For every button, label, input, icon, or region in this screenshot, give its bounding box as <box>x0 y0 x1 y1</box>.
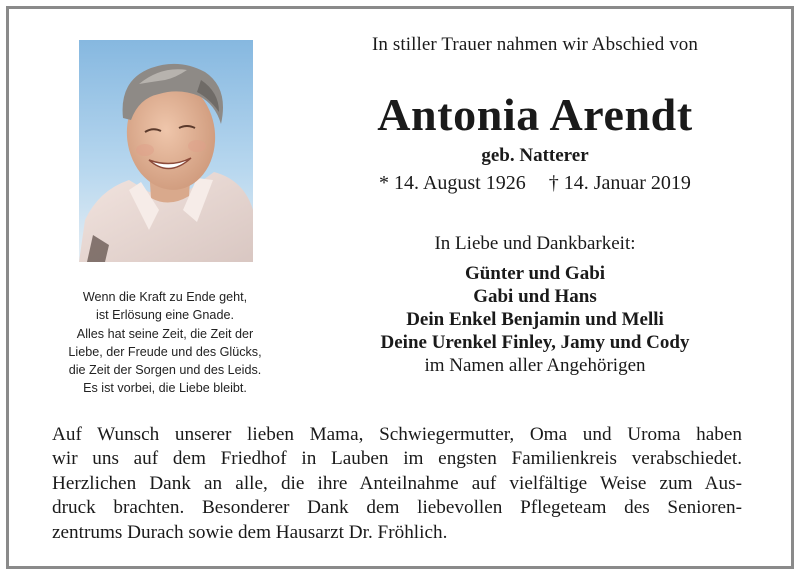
born-date: 14. August 1926 <box>394 172 526 194</box>
mourner-name: Dein Enkel Benjamin und Melli <box>406 309 664 330</box>
poem-line: Es ist vorbei, die Liebe bleibt. <box>83 381 247 396</box>
poem-line: Liebe, der Freude und des Glücks, <box>68 344 262 359</box>
thank-you-message <box>52 423 742 545</box>
message-line: wir uns auf dem Friedhof in Lauben im engsten Familienkreis verabschiedet. <box>52 448 742 470</box>
birth-name: geb. Natterer <box>481 145 589 166</box>
poem-line: ist Erlösung eine Gnade. <box>96 308 234 323</box>
portrait-photo <box>79 40 253 262</box>
born-symbol: * <box>379 172 390 194</box>
mourner-name: Gabi und Hans <box>473 286 597 307</box>
poem <box>40 288 290 398</box>
message-line: zentrums Durach sowie dem Hausarzt Dr. Fröhlich. <box>52 521 448 543</box>
poem-line: Wenn die Kraft zu Ende geht, <box>82 290 248 304</box>
poem-line: die Zeit der Sorgen und des Leids. <box>68 363 262 378</box>
message-line: Herzlichen Dank an alle, die ihre Anteilnahme auf vielfältige Weise zum Aus- <box>52 472 742 494</box>
life-dates <box>330 172 740 195</box>
mourner-name: Deine Urenkel Finley, Jamy und Cody <box>380 332 690 353</box>
intro-line: In stiller Trauer nahmen wir Abschied von <box>372 34 698 55</box>
mourner-name: Günter und Gabi <box>464 263 606 284</box>
message-line: druck brachten. Besonderer Dank dem liebevollen Pflegeteam des Senioren- <box>52 497 742 519</box>
message-line: Auf Wunsch unserer lieben Mama, Schwiegermutter, Oma und Uroma haben <box>52 424 742 445</box>
poem-line: Alles hat seine Zeit, die Zeit der <box>76 326 254 341</box>
deceased-name: Antonia Arendt <box>377 89 693 140</box>
mourners-closing: im Namen aller Angehörigen <box>424 355 646 376</box>
mourners-heading: In Liebe und Dankbarkeit: <box>434 233 636 254</box>
died-date: 14. Januar 2019 <box>563 172 691 194</box>
died-symbol: † <box>548 172 559 194</box>
mourners-list <box>330 262 740 377</box>
